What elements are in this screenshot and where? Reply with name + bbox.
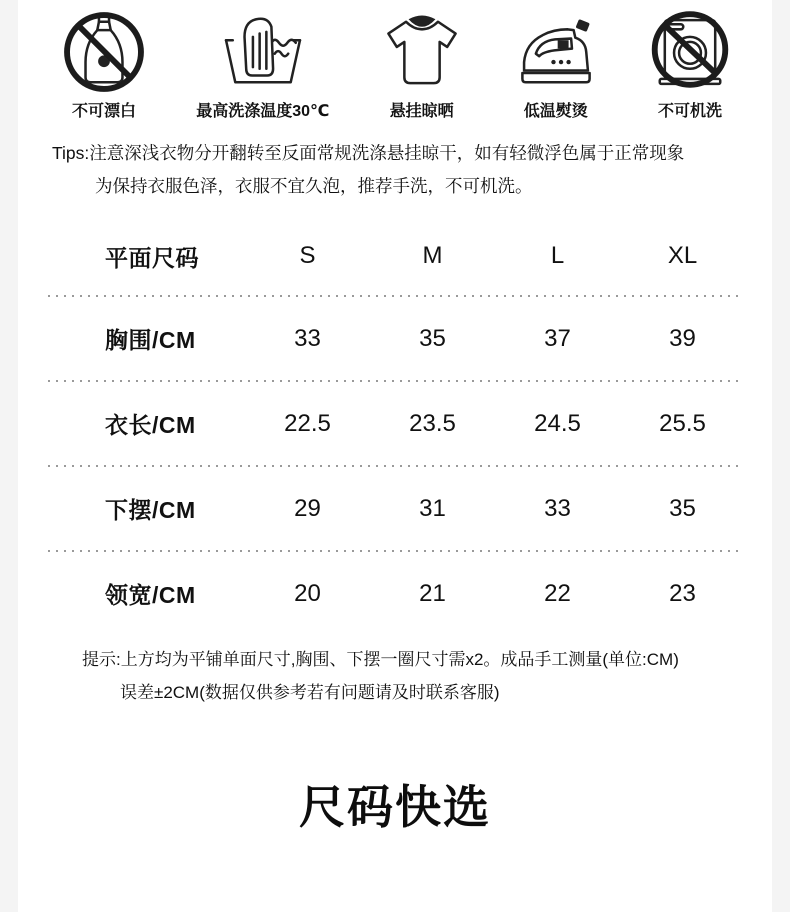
cell-value: 22: [544, 579, 571, 607]
row-label: 领宽/CM: [105, 582, 196, 608]
size-column-l: L: [550, 242, 565, 269]
cell-value: 24.5: [534, 409, 581, 437]
tips-line-1: Tips:注意深浅衣物分开翻转至反面常规洗涤悬挂晾干，如有轻微浮色属于正常现象: [52, 143, 685, 163]
cell-value: 33: [294, 324, 321, 352]
tips-line-2: 为保持衣服色泽，衣服不宜久泡，推荐手洗，不可机洗。: [95, 176, 533, 196]
product-detail-page: [18, 0, 772, 912]
cell-value: 37: [544, 324, 571, 352]
hang-dry-icon: [380, 8, 464, 96]
care-icon-label: 不可机洗: [657, 103, 722, 120]
care-icon-label: 悬挂晾晒: [389, 103, 454, 120]
cell-value: 22.5: [284, 409, 331, 437]
row-label: 下摆/CM: [105, 497, 196, 523]
cell-value: 39: [669, 324, 696, 352]
cell-value: 31: [419, 494, 446, 522]
care-item-no-bleach: [62, 8, 146, 121]
no-machine-wash-icon: [648, 8, 732, 96]
measurement-note: [18, 643, 772, 709]
washing-tips: [18, 137, 772, 203]
row-label: 胸围/CM: [105, 327, 196, 353]
cell-value: 29: [294, 494, 321, 522]
size-column-m: M: [422, 242, 443, 269]
row-label: 衣长/CM: [105, 412, 196, 438]
cell-value: 21: [419, 579, 446, 607]
cell-value: 35: [419, 324, 446, 352]
cell-value: 23.5: [409, 409, 456, 437]
low-temp-iron-icon: [514, 8, 598, 96]
care-item-no-machine-wash: [648, 8, 732, 121]
size-column-xl: XL: [667, 242, 698, 269]
cell-value: 23: [669, 579, 696, 607]
cell-value: 20: [294, 579, 321, 607]
size-table: [18, 217, 772, 635]
note-line-1: 提示:上方均为平铺单面尺寸,胸围、下摆一圈尺寸需x2。成品手工测量(单位:CM): [82, 650, 679, 669]
care-icon-label: 最高洗涤温度30℃: [196, 103, 330, 120]
size-quick-select-heading: 尺码快选: [299, 781, 491, 833]
cell-value: 35: [669, 494, 696, 522]
no-bleach-icon: [62, 8, 146, 96]
size-column-s: S: [299, 242, 316, 269]
size-table-row-hem: [18, 467, 772, 550]
size-table-header-label: 平面尺码: [105, 244, 199, 271]
care-item-low-temp-iron: [514, 8, 598, 121]
size-table-header-row: [18, 217, 772, 295]
hand-wash-30-icon: [221, 8, 305, 96]
cell-value: 25.5: [659, 409, 706, 437]
care-icon-label: 低温熨烫: [523, 103, 588, 120]
care-item-hang-dry: [380, 8, 464, 121]
size-table-row-chest: [18, 297, 772, 380]
note-line-2: 误差±2CM(数据仅供参考若有问题请及时联系客服): [120, 683, 500, 702]
care-icon-label: 不可漂白: [71, 103, 136, 120]
care-item-hand-wash-30: [196, 8, 329, 121]
size-table-row-neck: [18, 552, 772, 635]
care-icons-row: [18, 0, 772, 121]
cell-value: 33: [544, 494, 571, 522]
size-table-row-length: [18, 382, 772, 465]
